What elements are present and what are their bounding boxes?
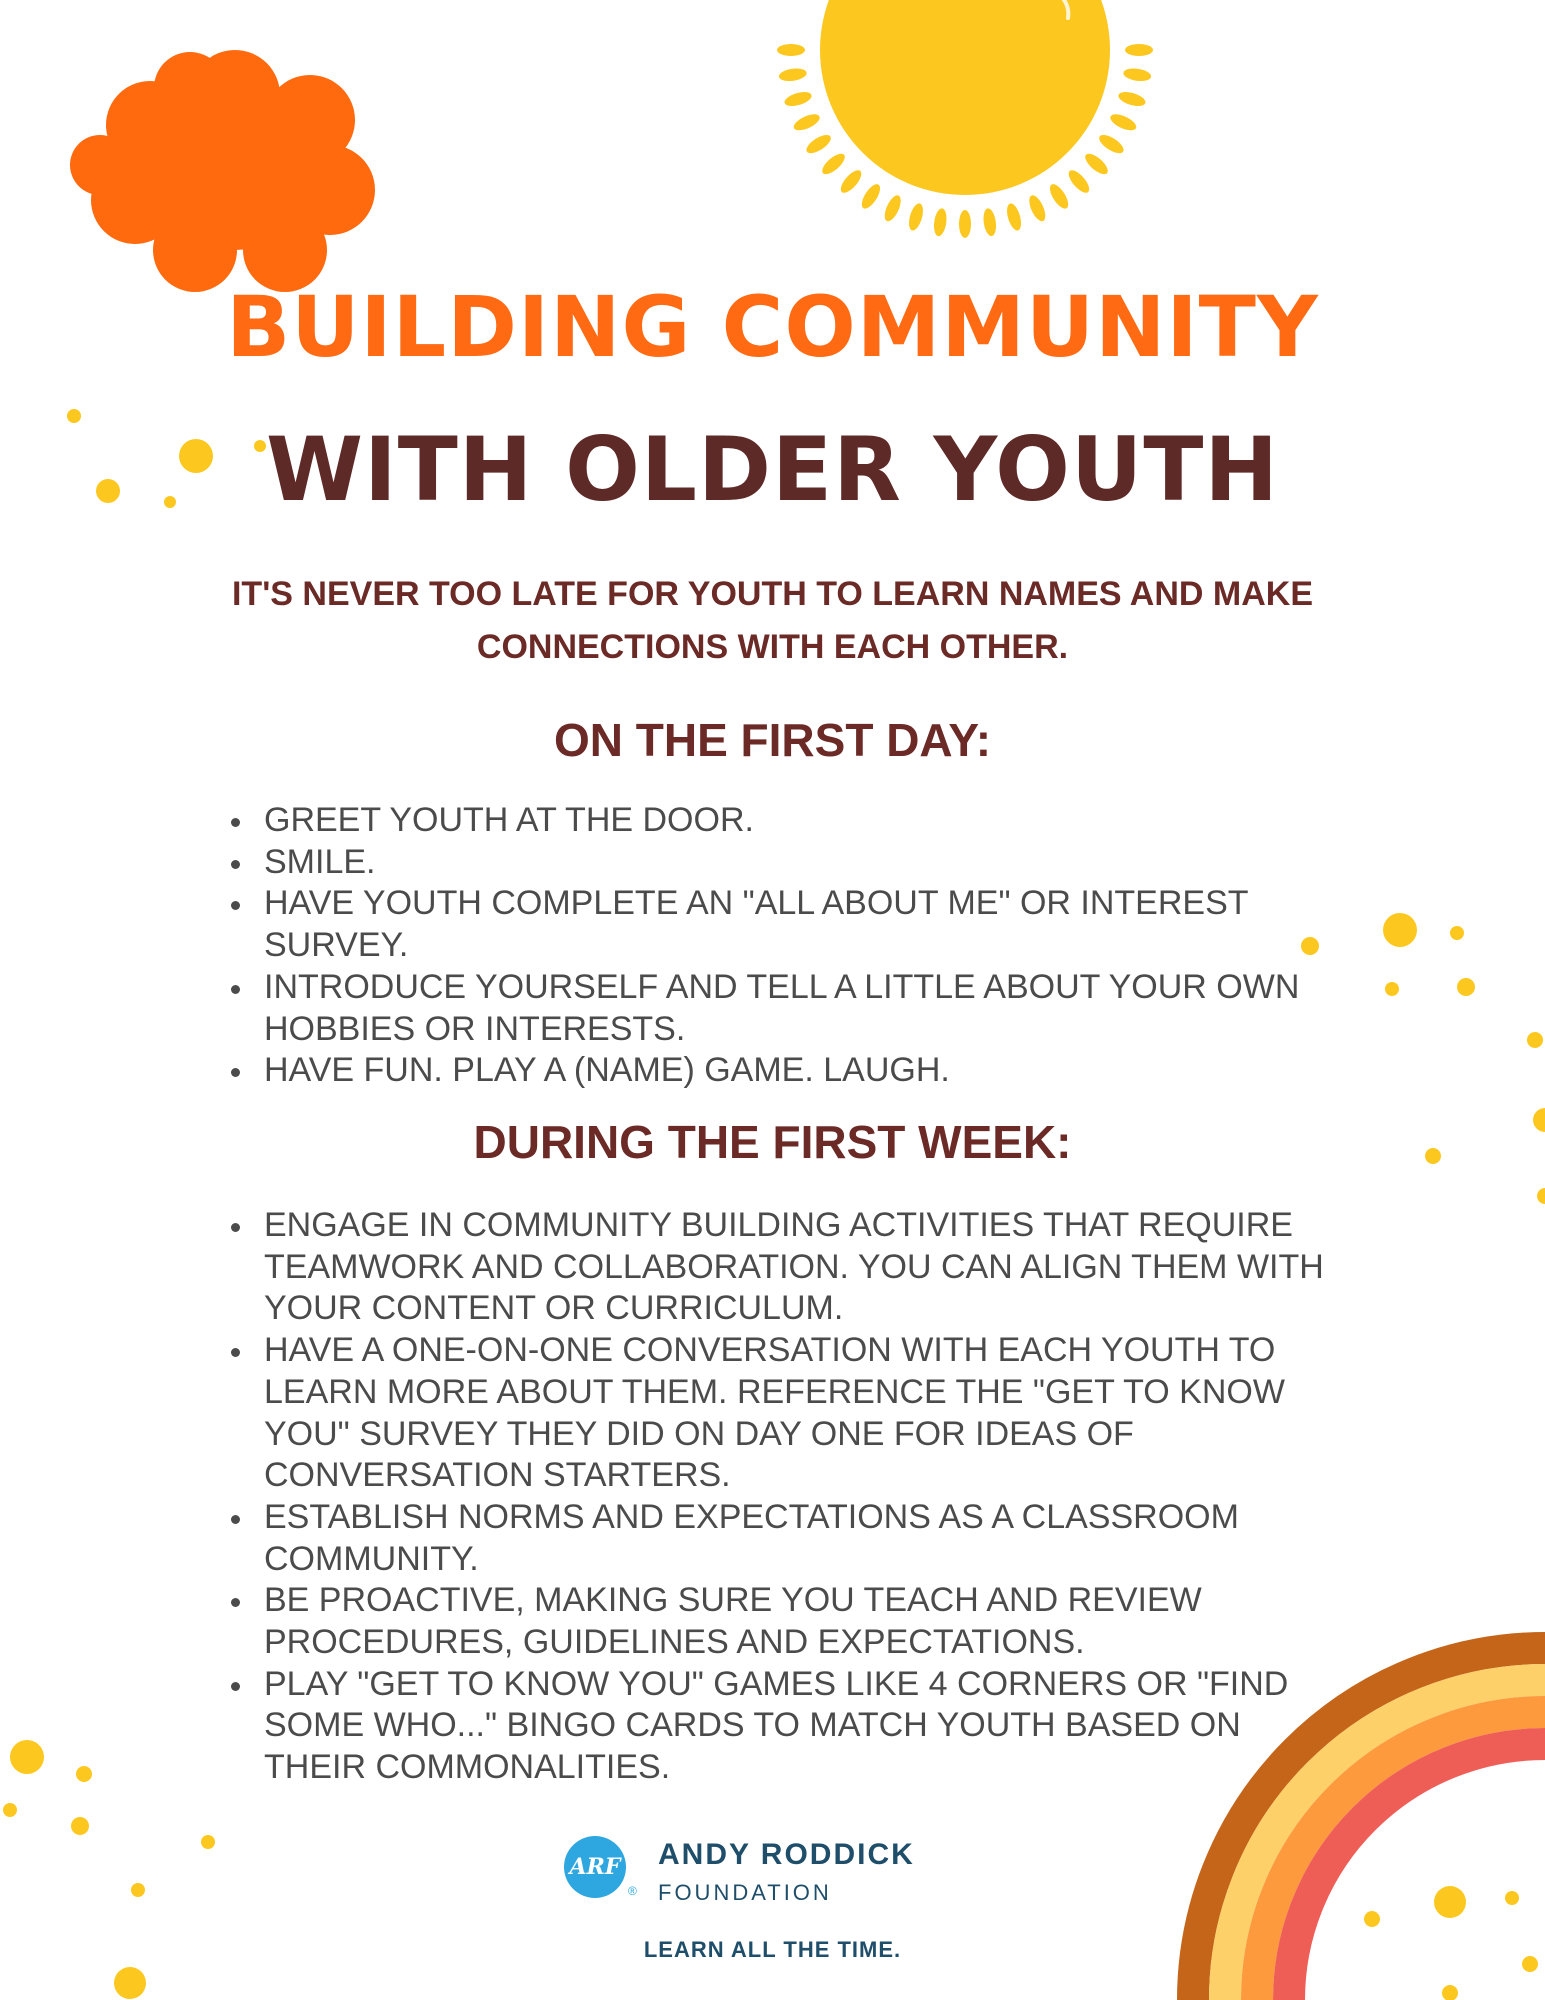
list-item: ESTABLISH NORMS AND EXPECTATIONS AS A CLASSROOM COMMUNITY. — [264, 1497, 1344, 1580]
foundation-subtitle: FOUNDATION — [658, 1880, 832, 1905]
subtitle-line-2: CONNECTIONS WITH EACH OTHER. — [476, 628, 1069, 666]
dot-icon — [201, 1835, 215, 1849]
dot-icon — [1527, 1032, 1543, 1048]
list-item: SMILE. — [264, 842, 1344, 884]
dot-icon — [1457, 978, 1475, 996]
title-line-1: BUILDING COMMUNITY — [226, 278, 1319, 376]
first-week-list — [264, 1205, 1344, 1789]
dot-icon — [1537, 1188, 1545, 1204]
tagline: LEARN ALL THE TIME. — [643, 1937, 902, 1962]
foundation-logo-mark: ARF — [564, 1836, 626, 1898]
subtitle — [150, 568, 1395, 674]
dot-icon — [1385, 982, 1399, 996]
list-item: HAVE YOUTH COMPLETE AN "ALL ABOUT ME" OR INTEREST SURVEY. — [264, 883, 1344, 966]
list-item: ENGAGE IN COMMUNITY BUILDING ACTIVITIES THAT REQUIRE TEAMWORK AND COLLABORATION. YOU CAN ALIGN THEM WITH YOUR CONTENT OR CURRICULUM. — [264, 1205, 1344, 1330]
registered-mark: ® — [628, 1884, 637, 1898]
list-item: HAVE FUN. PLAY A (NAME) GAME. LAUGH. — [264, 1050, 1344, 1092]
foundation-name: ANDY RODDICK — [658, 1838, 915, 1871]
dot-icon — [3, 1803, 17, 1817]
dot-icon — [1450, 926, 1464, 940]
dot-icon — [131, 1883, 145, 1897]
list-item: HAVE A ONE-ON-ONE CONVERSATION WITH EACH YOUTH TO LEARN MORE ABOUT THEM. REFERENCE THE "GET TO KNOW YOU" SURVEY THEY DID ON DAY ONE FOR IDEAS OF CONVERSATION STARTERS. — [264, 1330, 1344, 1497]
dot-icon — [114, 1967, 146, 1999]
first-week-heading: DURING THE FIRST WEEK: — [473, 1116, 1072, 1168]
list-item: PLAY "GET TO KNOW YOU" GAMES LIKE 4 CORNERS OR "FIND SOME WHO..." BINGO CARDS TO MATCH YOUTH BASED ON THEIR COMMONALITIES. — [264, 1664, 1344, 1789]
list-item: BE PROACTIVE, MAKING SURE YOU TEACH AND REVIEW PROCEDURES, GUIDELINES AND EXPECTATIONS. — [264, 1580, 1344, 1663]
title-line-2: WITH OLDER YOUTH — [265, 418, 1280, 521]
first-day-heading: ON THE FIRST DAY: — [553, 714, 992, 766]
first-day-list — [264, 800, 1344, 1092]
dot-icon — [1383, 913, 1417, 947]
dot-icon — [10, 1740, 44, 1774]
dot-icon — [71, 1817, 89, 1835]
list-item: GREET YOUTH AT THE DOOR. — [264, 800, 1344, 842]
dot-icon — [76, 1766, 92, 1782]
list-item: INTRODUCE YOURSELF AND TELL A LITTLE ABOUT YOUR OWN HOBBIES OR INTERESTS. — [264, 967, 1344, 1050]
subtitle-line-1: IT'S NEVER TOO LATE FOR YOUTH TO LEARN NAMES AND MAKE — [231, 575, 1314, 613]
